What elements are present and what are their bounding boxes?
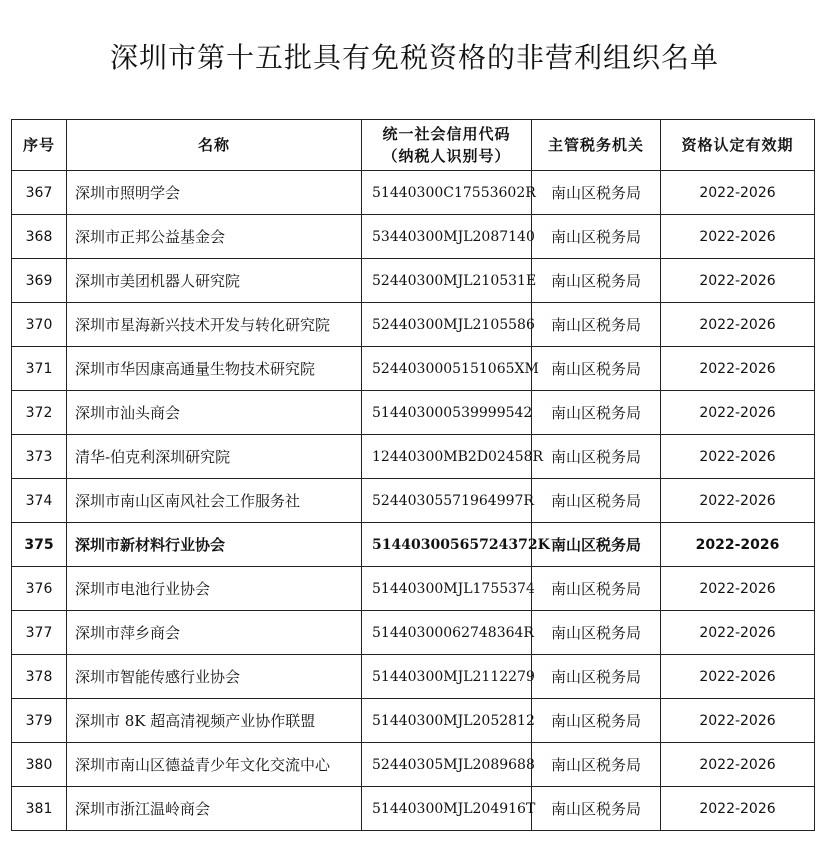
cell-authority: 南山区税务局 <box>532 215 661 259</box>
cell-period: 2022-2026 <box>661 347 815 391</box>
cell-seq: 367 <box>12 171 67 215</box>
cell-period: 2022-2026 <box>661 259 815 303</box>
cell-name: 深圳市萍乡商会 <box>67 611 362 655</box>
cell-authority: 南山区税务局 <box>532 567 661 611</box>
cell-authority: 南山区税务局 <box>532 303 661 347</box>
cell-name: 深圳市美团机器人研究院 <box>67 259 362 303</box>
table-row <box>12 215 815 259</box>
cell-period: 2022-2026 <box>661 523 815 567</box>
cell-authority: 南山区税务局 <box>532 743 661 787</box>
cell-authority: 南山区税务局 <box>532 171 661 215</box>
cell-code: 5244030005151065XM <box>362 347 532 391</box>
table-row <box>12 523 815 567</box>
cell-name: 深圳市电池行业协会 <box>67 567 362 611</box>
cell-period: 2022-2026 <box>661 479 815 523</box>
cell-period: 2022-2026 <box>661 567 815 611</box>
table-row <box>12 479 815 523</box>
header-code <box>362 120 532 171</box>
cell-period: 2022-2026 <box>661 171 815 215</box>
cell-seq: 369 <box>12 259 67 303</box>
cell-code: 514403000539999542 <box>362 391 532 435</box>
cell-seq: 375 <box>12 523 67 567</box>
cell-authority: 南山区税务局 <box>532 259 661 303</box>
cell-authority: 南山区税务局 <box>532 435 661 479</box>
cell-seq: 381 <box>12 787 67 831</box>
cell-period: 2022-2026 <box>661 743 815 787</box>
cell-code: 52440305571964997R <box>362 479 532 523</box>
cell-name: 深圳市南山区南风社会工作服务社 <box>67 479 362 523</box>
cell-code: 53440300MJL2087140 <box>362 215 532 259</box>
cell-period: 2022-2026 <box>661 215 815 259</box>
cell-seq: 371 <box>12 347 67 391</box>
table-row <box>12 611 815 655</box>
cell-seq: 377 <box>12 611 67 655</box>
cell-seq: 376 <box>12 567 67 611</box>
cell-code: 51440300MJL204916T <box>362 787 532 831</box>
header-seq: 序号 <box>12 120 67 171</box>
cell-code: 51440300565724372K <box>362 523 532 567</box>
cell-name: 深圳市 8K 超高清视频产业协作联盟 <box>67 699 362 743</box>
header-name: 名称 <box>67 120 362 171</box>
header-period: 资格认定有效期 <box>661 120 815 171</box>
table-row <box>12 259 815 303</box>
cell-seq: 370 <box>12 303 67 347</box>
table-header-row <box>12 120 815 171</box>
cell-seq: 374 <box>12 479 67 523</box>
cell-code: 51440300C17553602R <box>362 171 532 215</box>
table-row <box>12 567 815 611</box>
cell-code: 52440300MJL210531E <box>362 259 532 303</box>
page-title: 深圳市第十五批具有免税资格的非营利组织名单 <box>109 41 719 74</box>
table-row <box>12 699 815 743</box>
cell-period: 2022-2026 <box>661 303 815 347</box>
cell-code: 51440300MJL1755374 <box>362 567 532 611</box>
cell-code: 52440300MJL2105586 <box>362 303 532 347</box>
cell-name: 深圳市新材料行业协会 <box>67 523 362 567</box>
cell-code: 12440300MB2D02458R <box>362 435 532 479</box>
cell-seq: 380 <box>12 743 67 787</box>
cell-name: 深圳市星海新兴技术开发与转化研究院 <box>67 303 362 347</box>
cell-authority: 南山区税务局 <box>532 787 661 831</box>
cell-authority: 南山区税务局 <box>532 611 661 655</box>
cell-authority: 南山区税务局 <box>532 523 661 567</box>
cell-code: 51440300MJL2112279 <box>362 655 532 699</box>
cell-authority: 南山区税务局 <box>532 391 661 435</box>
table-row <box>12 391 815 435</box>
header-code-line2: （纳税人识别号） <box>382 147 511 165</box>
header-code-line1: 统一社会信用代码 <box>382 125 511 143</box>
cell-seq: 368 <box>12 215 67 259</box>
cell-authority: 南山区税务局 <box>532 699 661 743</box>
cell-seq: 379 <box>12 699 67 743</box>
cell-name: 深圳市浙江温岭商会 <box>67 787 362 831</box>
cell-period: 2022-2026 <box>661 655 815 699</box>
cell-name: 深圳市南山区德益青少年文化交流中心 <box>67 743 362 787</box>
header-authority: 主管税务机关 <box>532 120 661 171</box>
cell-period: 2022-2026 <box>661 699 815 743</box>
cell-code: 52440305MJL2089688 <box>362 743 532 787</box>
cell-name: 深圳市智能传感行业协会 <box>67 655 362 699</box>
table-body <box>12 171 815 831</box>
cell-authority: 南山区税务局 <box>532 479 661 523</box>
cell-period: 2022-2026 <box>661 787 815 831</box>
cell-name: 清华-伯克利深圳研究院 <box>67 435 362 479</box>
organization-table <box>11 119 815 831</box>
cell-authority: 南山区税务局 <box>532 347 661 391</box>
cell-code: 51440300MJL2052812 <box>362 699 532 743</box>
table-row <box>12 303 815 347</box>
cell-seq: 378 <box>12 655 67 699</box>
cell-seq: 372 <box>12 391 67 435</box>
table-row <box>12 787 815 831</box>
table-row <box>12 435 815 479</box>
cell-name: 深圳市正邦公益基金会 <box>67 215 362 259</box>
cell-seq: 373 <box>12 435 67 479</box>
table-row <box>12 655 815 699</box>
cell-period: 2022-2026 <box>661 611 815 655</box>
cell-name: 深圳市照明学会 <box>67 171 362 215</box>
cell-period: 2022-2026 <box>661 391 815 435</box>
table-row <box>12 347 815 391</box>
cell-period: 2022-2026 <box>661 435 815 479</box>
table-row <box>12 743 815 787</box>
cell-name: 深圳市华因康高通量生物技术研究院 <box>67 347 362 391</box>
cell-code: 5144030006274836​4R <box>362 611 532 655</box>
cell-authority: 南山区税务局 <box>532 655 661 699</box>
cell-name: 深圳市汕头商会 <box>67 391 362 435</box>
table-row <box>12 171 815 215</box>
